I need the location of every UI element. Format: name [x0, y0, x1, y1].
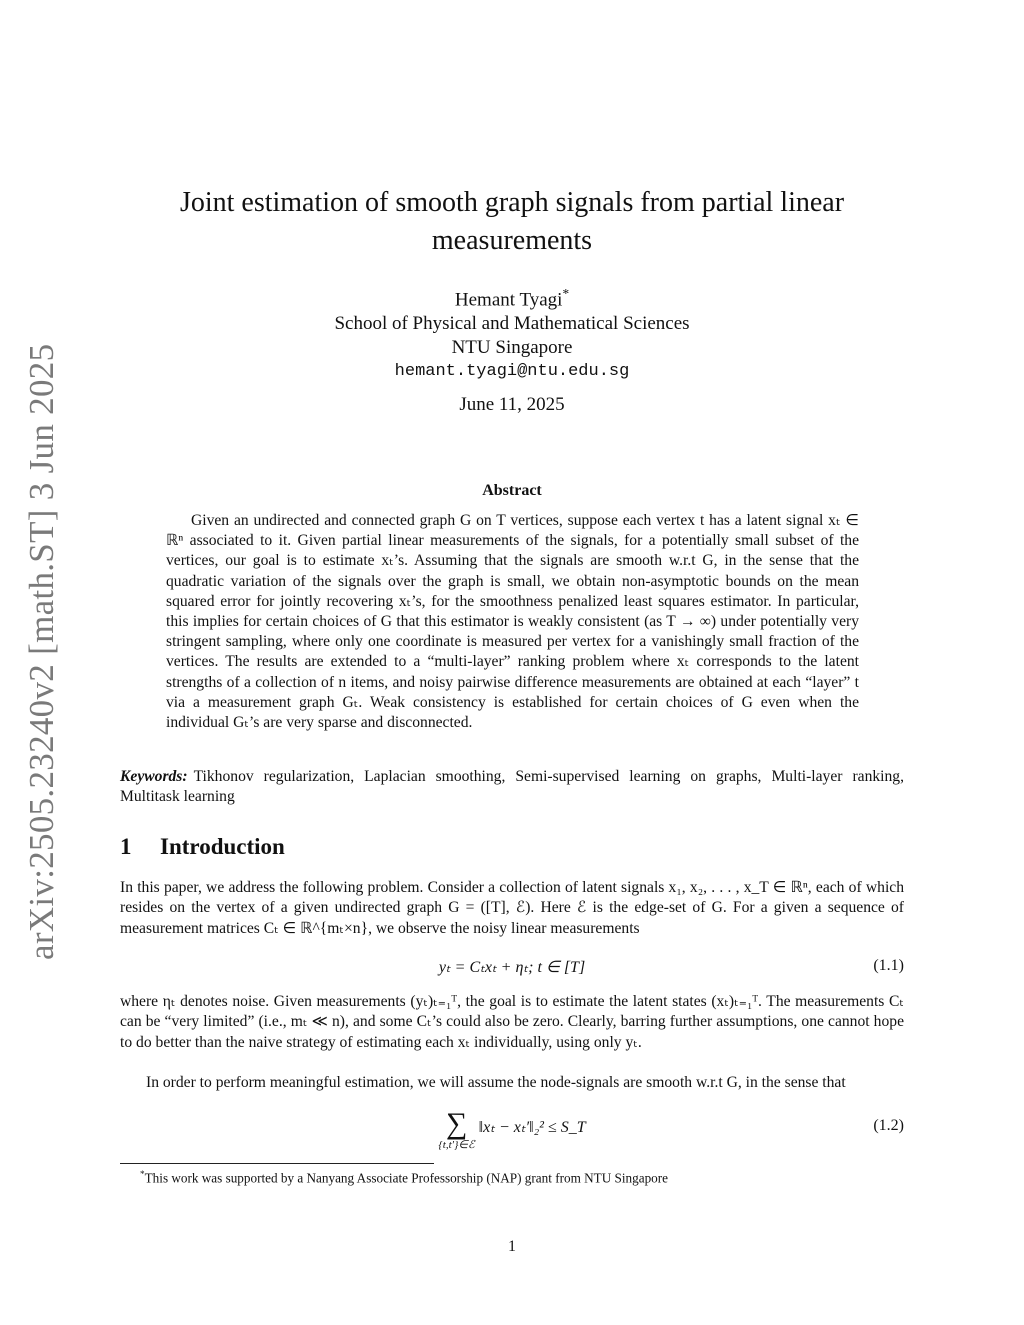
equation-1-2-expression: ‖xₜ − xₜ′‖₂² ≤ S_T: [478, 1119, 586, 1137]
abstract-text: Given an undirected and connected graph G on T vertices, suppose each vertex t has a latent signal xₜ ∈ ℝⁿ associated to it. Given partial linear measurements of the signals, for a potentially small subset of the vertices, our goal is to estimate xₜ’s. Assuming that the signals are smooth w.r.t G, in the sense that the quadratic variation of the signals over the graph is small, we obtain non-asymptotic bounds on the mean squared error for jointly recovering xₜ’s, for the smoothness penalized least squares estimator. In particular, this implies for certain choices of G that this estimator is weakly consistent (as T → ∞) under potentially very stringent sampling, where only one coordinate is measured per vertex for a vanishingly small fraction of the vertices. The results are extended to a “multi-layer” ranking problem where xₜ corresponds to the latent strengths of a collection of n items, and noisy pairwise difference measurements are obtained at each “layer” t via a measurement graph Gₜ. Weak consistency is established for certain choices of G even when the individual Gₜ’s are very sparse and disconnected.: [166, 512, 859, 732]
page-number: 1: [508, 1238, 516, 1255]
section-heading: [120, 834, 285, 860]
keywords-label: Keywords:: [120, 768, 188, 785]
equation-1-1: [120, 957, 904, 979]
keywords: [120, 767, 904, 808]
author-name: Hemant Tyagi: [454, 289, 563, 311]
author-email[interactable]: hemant.tyagi@ntu.edu.sg: [394, 362, 630, 382]
footnote-divider: [120, 1163, 434, 1164]
author-name-line: [120, 282, 904, 312]
equation-1-2: [120, 1107, 904, 1151]
intro-paragraph-3: In order to perform meaningful estimation, we will assume the node-signals are smooth w.r.t G, in the sense that: [146, 1074, 846, 1091]
author-footnote-marker: *: [562, 286, 570, 301]
section-title: Introduction: [160, 834, 285, 859]
equation-1-1-number: (1.1): [873, 957, 904, 974]
equation-1-2-body: [120, 1107, 904, 1150]
sum-symbol: ∑: [445, 1107, 468, 1140]
intro-paragraph-1: In this paper, we address the following problem. Consider a collection of latent signals x₁, x₂, . . . , x_T ∈ ℝⁿ, each of which resides on the vertex of a given undirected graph G = ([T], ℰ). Here ℰ is the edge-set of G. For a given a sequence of measurement matrices Cₜ ∈ ℝ^{mₜ×n}, we observe the noisy linear measurements: [120, 879, 904, 937]
equation-1-2-number: (1.2): [873, 1117, 904, 1134]
footnote-marker: *: [140, 1169, 145, 1179]
paper-date: June 11, 2025: [459, 394, 565, 415]
author-institution: NTU Singapore: [451, 337, 573, 359]
equation-1-1-body: yₜ = Cₜxₜ + ηₜ; t ∈ [T]: [438, 959, 586, 976]
abstract-heading: Abstract: [482, 482, 542, 499]
intro-paragraph-2: where ηₜ denotes noise. Given measurements (yₜ)ₜ₌₁ᵀ, the goal is to estimate the latent states (xₜ)ₜ₌₁ᵀ. The measurements Cₜ can be “very limited” (i.e., mₜ ≪ n), and some Cₜ’s could also be zero. Clearly, barring further assumptions, one cannot hope to do better than the naive strategy of estimating each xₜ individually, using only yₜ.: [120, 993, 904, 1051]
summation: [438, 1109, 474, 1152]
author-affiliation: School of Physical and Mathematical Sciences: [334, 313, 690, 335]
footnote: [140, 1169, 904, 1186]
paper-title: Joint estimation of smooth graph signals from partial linear measurements: [179, 187, 845, 256]
section-number: 1: [120, 834, 132, 859]
sum-subscript: {t,t′}∈ℰ: [438, 1139, 475, 1151]
keywords-text: Tikhonov regularization, Laplacian smoothing, Semi-supervised learning on graphs, Multi-layer ranking, Multitask learning: [120, 768, 904, 806]
arxiv-side-stamp: arXiv:2505.23240v2 [math.ST] 3 Jun 2025: [22, 343, 61, 960]
author-block: [120, 282, 904, 384]
footnote-text: This work was supported by a Nanyang Associate Professorship (NAP) grant from NTU Singapore: [144, 1170, 669, 1186]
